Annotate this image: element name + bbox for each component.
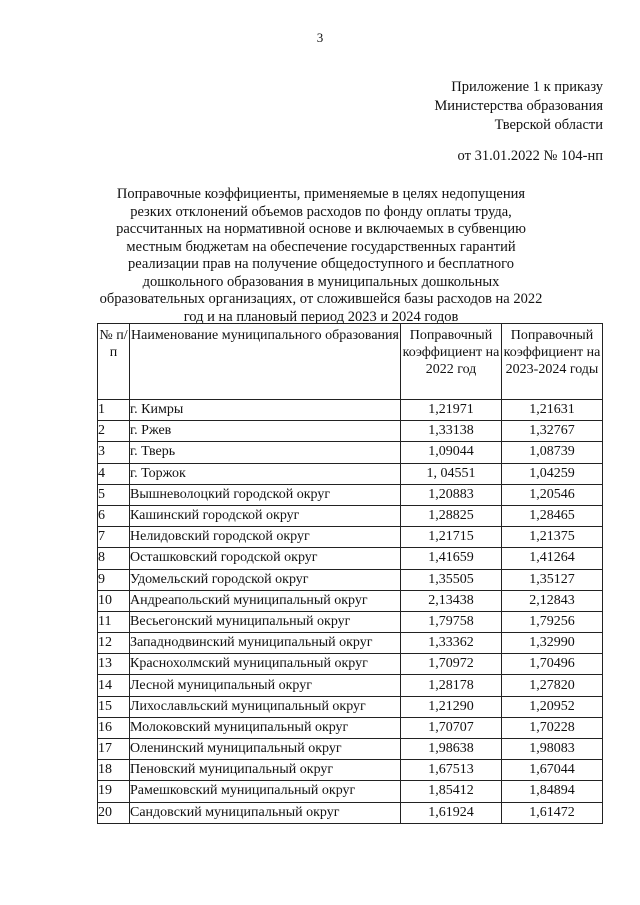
municipality-name: г. Тверь xyxy=(130,442,401,463)
municipality-name: г. Торжок xyxy=(130,463,401,484)
table-row xyxy=(98,527,603,548)
table-row xyxy=(98,590,603,611)
coef-2023-2024: 1,61472 xyxy=(502,802,603,823)
coef-2023-2024: 1,84894 xyxy=(502,781,603,802)
coef-2022: 1,35505 xyxy=(401,569,502,590)
row-number: 11 xyxy=(98,611,130,632)
row-number: 9 xyxy=(98,569,130,590)
row-number: 1 xyxy=(98,400,130,421)
coef-2022: 1, 04551 xyxy=(401,463,502,484)
coef-2022: 1,79758 xyxy=(401,611,502,632)
municipality-name: Лихославльский муниципальный округ xyxy=(130,696,401,717)
row-number: 19 xyxy=(98,781,130,802)
coef-2023-2024: 1,08739 xyxy=(502,442,603,463)
municipality-name: Молоковский муниципальный округ xyxy=(130,717,401,738)
coef-2022: 1,85412 xyxy=(401,781,502,802)
municipality-name: Нелидовский городской округ xyxy=(130,527,401,548)
coef-2022: 1,41659 xyxy=(401,548,502,569)
municipality-name: Осташковский городской округ xyxy=(130,548,401,569)
header-coef-2022: Поправочный коэффициент на 2022 год xyxy=(401,324,502,400)
table-row xyxy=(98,442,603,463)
coef-2023-2024: 2,12843 xyxy=(502,590,603,611)
coefficients-table xyxy=(97,323,603,824)
order-date: от 31.01.2022 № 104-нп xyxy=(457,148,603,164)
table-row xyxy=(98,760,603,781)
municipality-name: Кашинский городской округ xyxy=(130,505,401,526)
row-number: 6 xyxy=(98,505,130,526)
table-row xyxy=(98,400,603,421)
coef-2023-2024: 1,70228 xyxy=(502,717,603,738)
municipality-name: Лесной муниципальный округ xyxy=(130,675,401,696)
municipality-name: Пеновский муниципальный округ xyxy=(130,760,401,781)
row-number: 14 xyxy=(98,675,130,696)
table-row xyxy=(98,484,603,505)
table-header-row xyxy=(98,324,603,400)
coef-2023-2024: 1,32990 xyxy=(502,633,603,654)
coef-2023-2024: 1,27820 xyxy=(502,675,603,696)
coef-2022: 1,21715 xyxy=(401,527,502,548)
table-row xyxy=(98,421,603,442)
municipality-name: Оленинский муниципальный округ xyxy=(130,739,401,760)
coef-2023-2024: 1,35127 xyxy=(502,569,603,590)
row-number: 17 xyxy=(98,739,130,760)
coef-2023-2024: 1,28465 xyxy=(502,505,603,526)
municipality-name: Краснохолмский муниципальный округ xyxy=(130,654,401,675)
coef-2022: 1,21290 xyxy=(401,696,502,717)
coef-2023-2024: 1,32767 xyxy=(502,421,603,442)
coef-2022: 1,70707 xyxy=(401,717,502,738)
row-number: 7 xyxy=(98,527,130,548)
coef-2023-2024: 1,67044 xyxy=(502,760,603,781)
municipality-name: Рамешковский муниципальный округ xyxy=(130,781,401,802)
municipality-name: Западнодвинский муниципальный округ xyxy=(130,633,401,654)
table-row xyxy=(98,633,603,654)
row-number: 16 xyxy=(98,717,130,738)
table-row xyxy=(98,696,603,717)
table-row xyxy=(98,675,603,696)
page-number: 3 xyxy=(316,30,324,45)
coef-2022: 1,70972 xyxy=(401,654,502,675)
coef-2022: 1,28178 xyxy=(401,675,502,696)
table-row xyxy=(98,548,603,569)
coef-2023-2024: 1,20952 xyxy=(502,696,603,717)
coef-2023-2024: 1,79256 xyxy=(502,611,603,632)
header-name: Наименование муниципального образования xyxy=(130,324,401,400)
coef-2022: 2,13438 xyxy=(401,590,502,611)
annex-line-2: Министерства образования xyxy=(434,98,603,114)
table-row xyxy=(98,611,603,632)
municipality-name: Сандовский муниципальный округ xyxy=(130,802,401,823)
table-row xyxy=(98,654,603,675)
row-number: 18 xyxy=(98,760,130,781)
municipality-name: г. Кимры xyxy=(130,400,401,421)
row-number: 20 xyxy=(98,802,130,823)
coef-2022: 1,09044 xyxy=(401,442,502,463)
coef-2022: 1,61924 xyxy=(401,802,502,823)
municipality-name: Андреапольский муниципальный округ xyxy=(130,590,401,611)
row-number: 2 xyxy=(98,421,130,442)
row-number: 12 xyxy=(98,633,130,654)
coef-2022: 1,98638 xyxy=(401,739,502,760)
row-number: 8 xyxy=(98,548,130,569)
table-row xyxy=(98,463,603,484)
municipality-name: Весьегонский муниципальный округ xyxy=(130,611,401,632)
annex-block xyxy=(434,78,603,135)
row-number: 15 xyxy=(98,696,130,717)
header-num: № п/п xyxy=(98,324,130,400)
municipality-name: г. Ржев xyxy=(130,421,401,442)
annex-line-3: Тверской области xyxy=(494,117,603,133)
coef-2022: 1,33362 xyxy=(401,633,502,654)
row-number: 4 xyxy=(98,463,130,484)
coef-2022: 1,28825 xyxy=(401,505,502,526)
row-number: 3 xyxy=(98,442,130,463)
table-row xyxy=(98,505,603,526)
header-coef-2023-2024: Поправочный коэффициент на 2023-2024 годы xyxy=(502,324,603,400)
row-number: 10 xyxy=(98,590,130,611)
table-row xyxy=(98,717,603,738)
municipality-name: Удомельский городской округ xyxy=(130,569,401,590)
coef-2023-2024: 1,98083 xyxy=(502,739,603,760)
coef-2023-2024: 1,70496 xyxy=(502,654,603,675)
table-row xyxy=(98,802,603,823)
coef-2023-2024: 1,20546 xyxy=(502,484,603,505)
coef-2023-2024: 1,21375 xyxy=(502,527,603,548)
coef-2023-2024: 1,04259 xyxy=(502,463,603,484)
municipality-name: Вышневолоцкий городской округ xyxy=(130,484,401,505)
coef-2022: 1,20883 xyxy=(401,484,502,505)
row-number: 5 xyxy=(98,484,130,505)
coef-2023-2024: 1,41264 xyxy=(502,548,603,569)
table-row xyxy=(98,781,603,802)
coef-2022: 1,67513 xyxy=(401,760,502,781)
annex-line-1: Приложение 1 к приказу xyxy=(451,79,603,95)
document-title: Поправочные коэффициенты, применяемые в целях недопущения резких отклонений объемов расходов по фонду оплаты труда, рассчитанных на нормативной основе и включаемых в субвенцию местным бюджетам на обеспечение государственных гарантий реализации прав на получение общедоступного и бесплатного дошкольного образования в муниципальных дошкольных образовательных организациях, от сложившейся базы расходов на 2022 год и на плановый период 2023 и 2024 годов xyxy=(99,186,543,325)
row-number: 13 xyxy=(98,654,130,675)
coef-2022: 1,33138 xyxy=(401,421,502,442)
table-row xyxy=(98,569,603,590)
coef-2022: 1,21971 xyxy=(401,400,502,421)
coef-2023-2024: 1,21631 xyxy=(502,400,603,421)
table-row xyxy=(98,739,603,760)
